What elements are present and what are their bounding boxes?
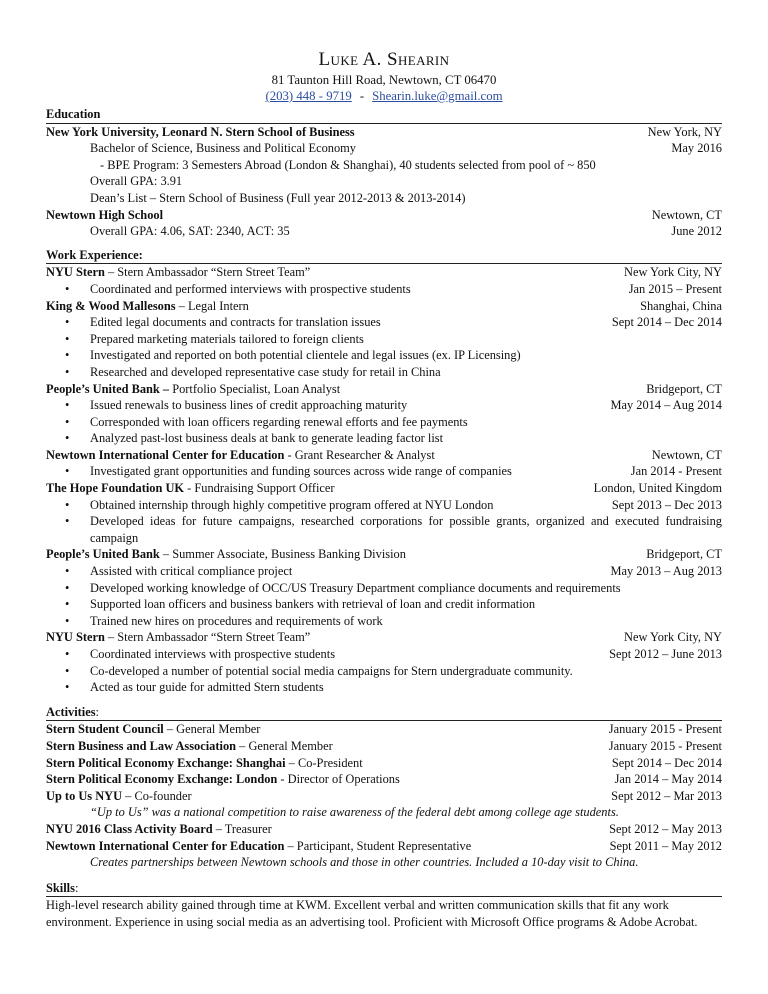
activity-note: “Up to Us” was a national competition to raise awareness of the federal debt among college age students. — [90, 805, 619, 820]
hs-date: June 2012 — [671, 224, 722, 239]
candidate-name: Luke A. Shearin — [318, 49, 450, 70]
bullet-text: • Coordinated interviews with prospective students — [90, 647, 336, 661]
job-header-row — [46, 629, 722, 646]
job-title-line — [46, 480, 335, 497]
job-location: New York City, NY — [624, 265, 722, 280]
job-role: Portfolio Specialist, Loan Analyst — [169, 381, 341, 396]
job-org: King & Wood Mallesons — [46, 298, 176, 313]
job-bullet: • Trained new hires on procedures and requirements of work — [46, 613, 722, 630]
resume-header — [0, 48, 768, 104]
job-title-line — [46, 264, 310, 281]
job-bullet: • Analyzed past-lost business deals at bank to generate leading factor list — [46, 430, 722, 447]
job-org: Newtown International Center for Education — [46, 447, 285, 462]
activity-role: – General Member — [163, 722, 261, 737]
job-header-row — [46, 480, 722, 497]
activity-org: Stern Political Economy Exchange: London — [46, 772, 278, 787]
job-org: NYU Stern — [46, 630, 105, 645]
activity-note: Creates partnerships between Newtown schools and those in other countries. Included a 10-day visit to China. — [90, 855, 639, 870]
education-heading: Education — [46, 107, 101, 121]
job-org: NYU Stern — [46, 265, 105, 280]
job-title-line — [46, 546, 406, 563]
work-heading: Work Experience: — [46, 247, 143, 262]
skills-colon: : — [74, 880, 79, 895]
job-header-row — [46, 447, 722, 464]
job-role: – Legal Intern — [175, 298, 249, 313]
job-date: Sept 2013 – Dec 2013 — [611, 497, 722, 512]
activity-role: - Director of Operations — [277, 772, 400, 787]
nyu-gpa: Overall GPA: 3.91 — [90, 174, 183, 189]
job-bullet: • Co-developed a number of potential social media campaigns for Stern undergraduate community. — [46, 663, 722, 680]
activity-date: Jan 2014 – May 2014 — [614, 772, 722, 787]
activity-role: – Treasurer — [212, 821, 272, 836]
address: 81 Taunton Hill Road, Newtown, CT 06470 — [271, 73, 497, 87]
nyu-location: New York, NY — [647, 124, 722, 139]
activity-date: Sept 2014 – Dec 2014 — [611, 755, 722, 770]
job-role: - Grant Researcher & Analyst — [284, 447, 435, 462]
activity-org: Stern Business and Law Association — [46, 738, 237, 753]
activities-colon: : — [95, 704, 99, 719]
hs-location: Newtown, CT — [651, 207, 722, 222]
job-date: Jan 2015 – Present — [628, 281, 722, 296]
activity-date: Sept 2011 – May 2012 — [609, 838, 722, 853]
job-bullet: • Researched and developed representative case study for retail in China — [46, 364, 722, 381]
job-title-line — [46, 381, 340, 398]
job-org: The Hope Foundation UK — [46, 481, 185, 496]
skills-text: High-level research ability gained through time at KWM. Excellent verbal and written communication skills that fit any work environment. Experience in using social media as an advertising tool. Proficient with Microsoft Office programs & Adobe Acrobat. — [46, 898, 698, 929]
nyu-date: May 2016 — [671, 141, 722, 156]
activity-row — [46, 755, 722, 772]
job-bullet: • Acted as tour guide for admitted Stern students — [46, 679, 722, 696]
nyu-program: - BPE Program: 3 Semesters Abroad (London & Shanghai), 40 students selected from pool of ~ 850 — [100, 157, 596, 172]
job-date: Sept 2012 – June 2013 — [609, 647, 722, 661]
job-location: Shanghai, China — [640, 298, 722, 313]
activity-org: Newtown International Center for Education — [46, 838, 285, 853]
activities-heading-line — [46, 704, 722, 721]
activity-date: January 2015 - Present — [608, 722, 722, 737]
job-org: People’s United Bank – — [46, 381, 170, 396]
activity-row — [46, 788, 722, 805]
resume-body — [46, 106, 722, 931]
phone-link[interactable]: (203) 448 - 9719 — [265, 89, 352, 103]
job-bullet: • Investigated and reported on both potential clientele and legal issues (ex. IP Licensing) — [46, 347, 722, 364]
hs-header-row — [46, 207, 722, 224]
email-link[interactable]: Shearin.luke@gmail.com — [372, 89, 503, 103]
bullet-text: • Coordinated and performed interviews with prospective students — [90, 281, 411, 296]
job-bullet — [46, 463, 722, 480]
bullet-text: • Assisted with critical compliance project — [90, 564, 293, 579]
job-title-line — [46, 447, 435, 464]
activity-org: Stern Political Economy Exchange: Shanghai — [46, 755, 286, 770]
job-location: Bridgeport, CT — [646, 547, 722, 562]
job-bullet: • Supported loan officers and business bankers with retrieval of loan and credit information — [46, 596, 722, 613]
skills-heading: Skills — [46, 880, 75, 895]
job-bullet — [46, 314, 722, 331]
job-role: – Stern Ambassador “Stern Street Team” — [104, 630, 311, 645]
job-header-row — [46, 546, 722, 563]
bullet-text: • Edited legal documents and contracts for translation issues — [90, 315, 381, 330]
job-location: Newtown, CT — [651, 447, 722, 462]
job-bullet — [46, 281, 722, 298]
activity-role: – Participant, Student Representative — [284, 838, 472, 853]
job-role: - Fundraising Support Officer — [184, 481, 335, 496]
job-bullet: • Developed ideas for future campaigns, researched corporations for possible grants, organized and executed fundraising campaign — [46, 513, 722, 546]
job-org: People’s United Bank — [46, 547, 160, 562]
contact-line — [0, 88, 768, 104]
activity-row — [46, 771, 722, 788]
job-header-row — [46, 264, 722, 281]
hs-scores: Overall GPA: 4.06, SAT: 2340, ACT: 35 — [90, 224, 290, 239]
job-location: Bridgeport, CT — [646, 381, 722, 396]
bullet-text: • Obtained internship through highly competitive program offered at NYU London — [90, 497, 494, 512]
activity-role: – Co-founder — [122, 788, 192, 803]
skills-heading-line — [46, 880, 722, 897]
activity-org: NYU 2016 Class Activity Board — [46, 821, 213, 836]
job-header-row — [46, 381, 722, 398]
job-bullet: • Prepared marketing materials tailored to foreign clients — [46, 331, 722, 348]
job-date: Sept 2014 – Dec 2014 — [611, 315, 722, 330]
job-role: – Summer Associate, Business Banking Division — [159, 547, 406, 562]
job-bullet: • Developed working knowledge of OCC/US Treasury Department compliance documents and requirements — [46, 580, 722, 597]
job-bullet — [46, 646, 722, 663]
job-bullet — [46, 563, 722, 580]
bullet-text: • Investigated grant opportunities and funding sources across wide range of companies — [90, 464, 512, 479]
bullet-text: • Issued renewals to business lines of credit approaching maturity — [90, 398, 408, 413]
activity-org: Stern Student Council — [46, 722, 164, 737]
job-header-row — [46, 298, 722, 315]
activity-date: Sept 2012 – Mar 2013 — [611, 788, 722, 803]
activity-row — [46, 721, 722, 738]
job-date: Jan 2014 - Present — [630, 464, 722, 479]
nyu-degree-row — [46, 140, 722, 157]
job-date: May 2014 – Aug 2014 — [610, 398, 722, 413]
hs-scores-row — [46, 223, 722, 240]
activities-heading: Activities — [46, 704, 96, 719]
nyu-header-row — [46, 124, 722, 141]
activity-role: – Co-President — [285, 755, 363, 770]
job-title-line — [46, 629, 310, 646]
job-title-line — [46, 298, 249, 315]
job-bullet — [46, 497, 722, 514]
activity-row — [46, 838, 722, 855]
job-date: May 2013 – Aug 2013 — [610, 564, 722, 579]
nyu-deans-list: Dean’s List – Stern School of Business (Full year 2012-2013 & 2013-2014) — [90, 190, 466, 205]
nyu-degree: Bachelor of Science, Business and Political Economy — [90, 141, 356, 156]
activity-date: January 2015 - Present — [608, 738, 722, 753]
job-bullet: • Corresponded with loan officers regarding renewal efforts and fee payments — [46, 414, 722, 431]
activity-org: Up to Us NYU — [46, 788, 123, 803]
hs-school-name: Newtown High School — [46, 207, 164, 222]
nyu-school-name: New York University, Leonard N. Stern School of Business — [46, 124, 355, 139]
job-bullet — [46, 397, 722, 414]
activity-row — [46, 738, 722, 755]
activity-row — [46, 821, 722, 838]
contact-separator: - — [359, 89, 365, 103]
activity-date: Sept 2012 – May 2013 — [609, 821, 722, 836]
activity-role: – General Member — [236, 738, 333, 753]
job-role: – Stern Ambassador “Stern Street Team” — [104, 265, 311, 280]
job-location: London, United Kingdom — [593, 481, 722, 496]
job-location: New York City, NY — [624, 630, 722, 645]
